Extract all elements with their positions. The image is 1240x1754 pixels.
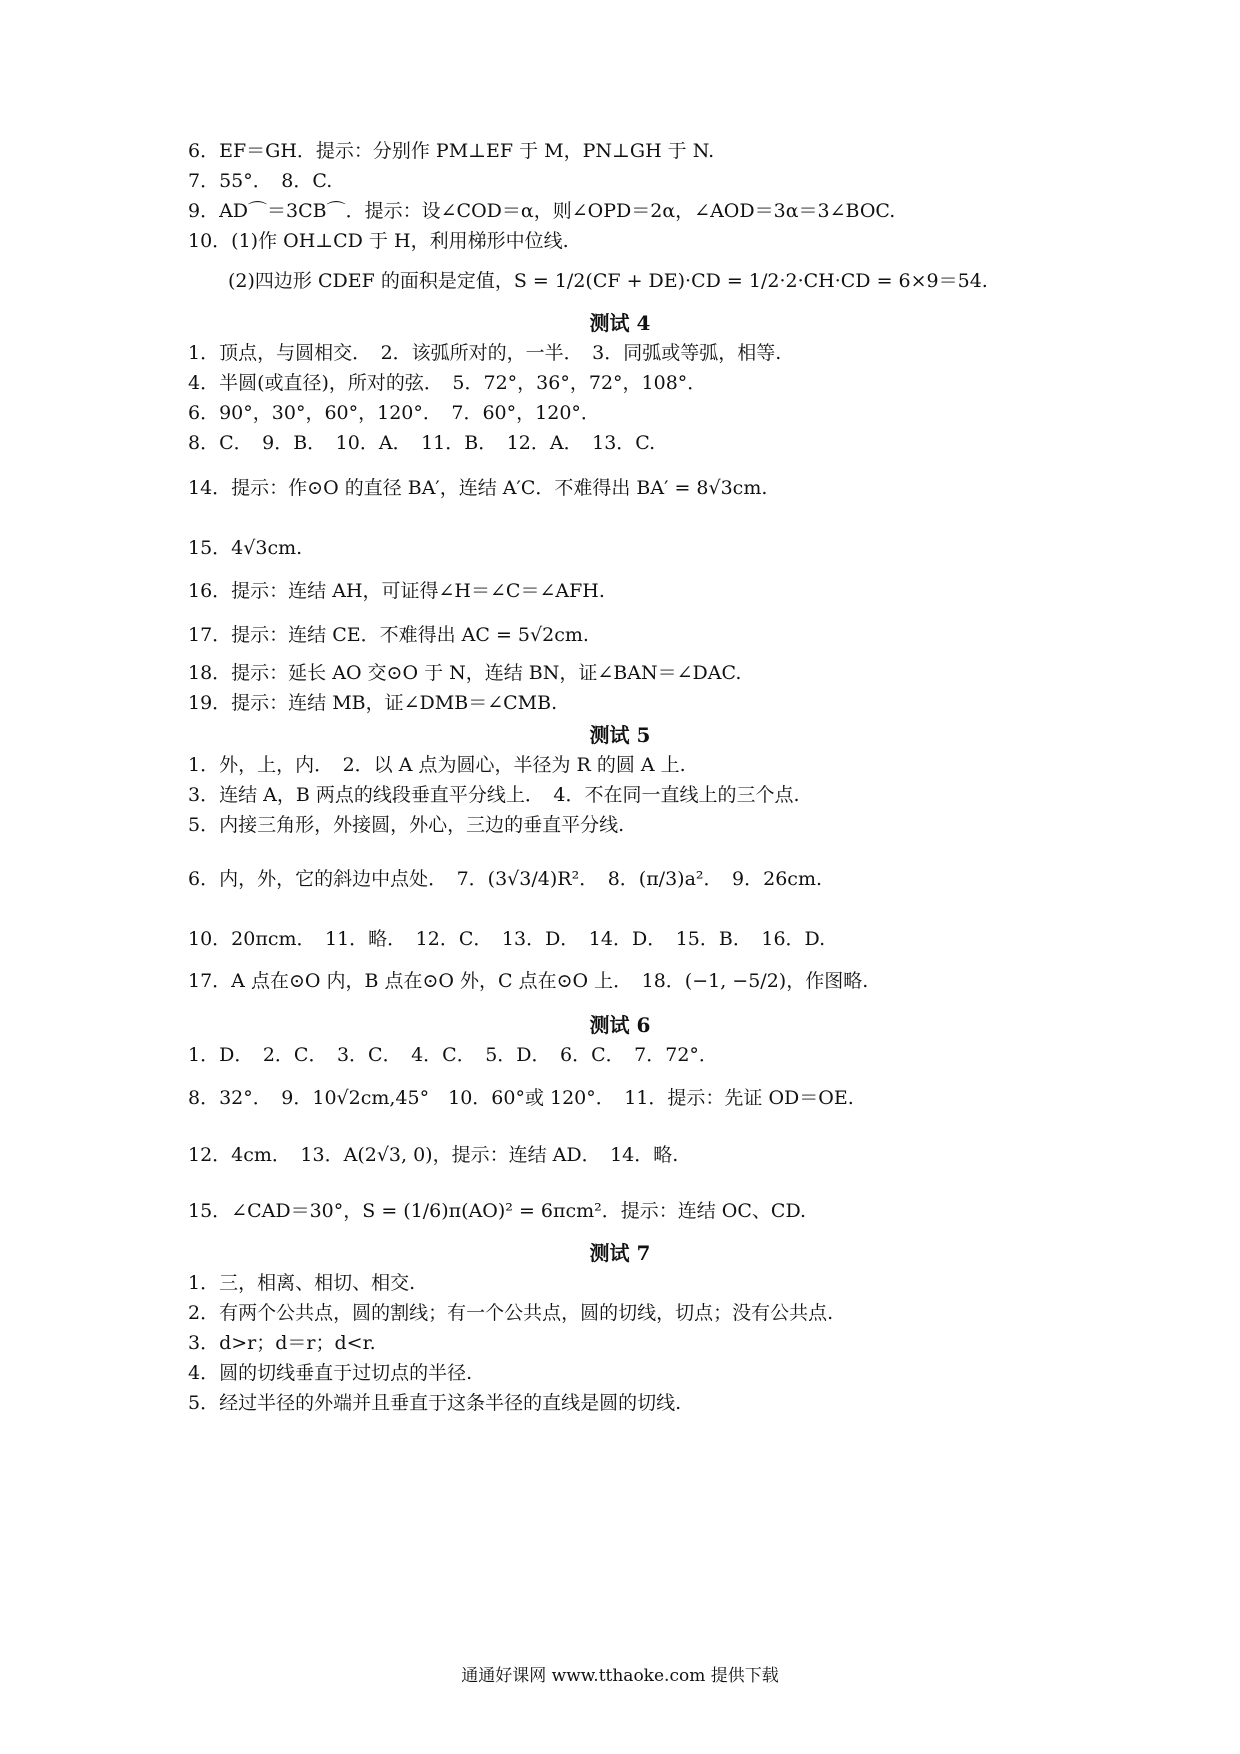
section-heading: 测试 4: [589, 311, 651, 335]
answer-line: 10．20πcm． 11．略． 12．C． 13．D． 14．D． 15．B． 16．D.: [188, 928, 826, 950]
answer-line: 5．内接三角形，外接圆，外心，三边的垂直平分线.: [188, 814, 625, 836]
answer-line: 3．d>r；d＝r；d<r.: [188, 1332, 376, 1354]
answer-line: 7．55°． 8．C.: [188, 170, 333, 192]
answer-line: 5．经过半径的外端并且垂直于这条半径的直线是圆的切线.: [188, 1392, 682, 1414]
answer-line: 4．半圆(或直径)，所对的弦． 5．72°，36°，72°，108°．: [188, 372, 707, 394]
answer-line: 3．连结 A，B 两点的线段垂直平分线上． 4．不在同一直线上的三个点.: [188, 784, 800, 806]
answer-line: 1．D． 2．C． 3．C． 4．C． 5．D． 6．C． 7．72°．: [188, 1044, 718, 1066]
answer-line: 10．(1)作 OH⊥CD 于 H，利用梯形中位线.: [188, 230, 569, 252]
answer-line: 1．三，相离、相切、相交.: [188, 1272, 416, 1294]
answer-line: 12．4cm． 13．A(2√3, 0)，提示：连结 AD． 14．略.: [188, 1144, 679, 1166]
answer-line: (2)四边形 CDEF 的面积是定值，S = 1/2(CF + DE)·CD = 1/2·2·CH·CD = 6×9＝54.: [228, 270, 988, 292]
section-heading: 测试 6: [589, 1013, 651, 1037]
answer-line: 14．提示：作⊙O 的直径 BA′，连结 A′C．不难得出 BA′ = 8√3cm.: [188, 477, 768, 499]
answer-line: 6．内，外，它的斜边中点处． 7．(3√3/4)R²． 8．(π/3)a²． 9．26cm.: [188, 868, 822, 890]
section-heading: 测试 7: [589, 1241, 651, 1265]
answer-line: 4．圆的切线垂直于过切点的半径.: [188, 1362, 473, 1384]
answer-line: 15．4√3cm.: [188, 537, 303, 559]
answer-line: 6．EF＝GH．提示：分别作 PM⊥EF 于 M，PN⊥GH 于 N.: [188, 140, 715, 162]
answer-line: 16．提示：连结 AH，可证得∠H＝∠C＝∠AFH.: [188, 580, 605, 602]
answer-line: 17．提示：连结 CE．不难得出 AC = 5√2cm.: [188, 624, 589, 646]
page-footer: 通通好课网 www.tthaoke.com 提供下载: [461, 1666, 779, 1686]
answer-line: 6．90°，30°，60°，120°． 7．60°，120°．: [188, 402, 600, 424]
answer-line: 2．有两个公共点，圆的割线；有一个公共点，圆的切线，切点；没有公共点.: [188, 1302, 834, 1324]
section-heading: 测试 5: [589, 723, 651, 747]
answer-line: 18．提示：延长 AO 交⊙O 于 N，连结 BN，证∠BAN＝∠DAC.: [188, 662, 742, 684]
answer-line: 17．A 点在⊙O 内，B 点在⊙O 外，C 点在⊙O 上． 18．(−1, −5/2)，作图略.: [188, 970, 869, 992]
answer-line: 9．AD⌒＝3CB⌒．提示：设∠COD＝α，则∠OPD＝2α，∠AOD＝3α＝3∠BOC.: [188, 200, 896, 222]
answer-line: 8．32°． 9．10√2cm,45° 10．60°或 120°． 11．提示：先证 OD＝OE.: [188, 1087, 854, 1109]
answer-line: 19．提示：连结 MB，证∠DMB＝∠CMB.: [188, 692, 558, 714]
answer-line: 1．外，上，内． 2．以 A 点为圆心，半径为 R 的圆 A 上.: [188, 754, 686, 776]
answer-line: 15．∠CAD＝30°，S = (1/6)π(AO)² = 6πcm²．提示：连结 OC、CD.: [188, 1200, 807, 1222]
answer-line: 1．顶点，与圆相交． 2．该弧所对的，一半． 3．同弧或等弧，相等.: [188, 342, 782, 364]
answer-line: 8．C． 9．B． 10．A． 11．B． 12．A． 13．C.: [188, 432, 656, 454]
